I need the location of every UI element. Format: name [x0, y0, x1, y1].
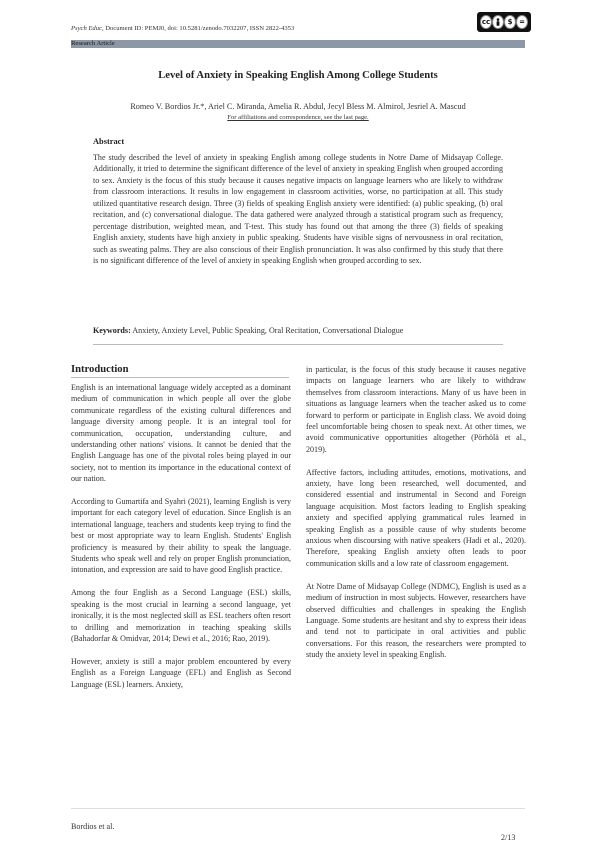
- body-paragraph: According to Gumartifa and Syahri (2021), learning English is very important for each category level of education. Since English is an international language, teachers and students keep trying to find the best or most appropriate way to learn English. Students' English proficiency is measured by their ability to speak the language. Students who speak well and rely on proper English pronunciation, intonation, and expression are said to have good English practice.: [71, 497, 291, 575]
- abstract-text: The study described the level of anxiety in speaking English among college students in Notre Dame of Midsayap College. Additionally, it tried to determine the significant difference of the level of anxiety in speaking English when grouped according to sex. Anxiety is the focus of this study because it causes negative impacts on language learners who are likely to withdraw from classroom interactions. It results in low engagement in classroom activities, worse, no participation at all. This study utilized quantitative research design. Three (3) fields of speaking English anxiety were identified: (a) public speaking, (b) oral recitation, and (c) conversational dialogue. The data gathered were analyzed through a statistical program such as frequency, percentage distribution, weighted mean, and T-test. This study has found out that among the three (3) fields of speaking English anxiety, students have high anxiety in public speaking. Students have visible signs of nervousness in oral recitation, such as sweating palms. They are also conscious of their English pronunciation. It was also confirmed by this study that there is no significant difference of the level of anxiety in speaking English when grouped according to sex.: [93, 153, 503, 266]
- journal-header: [71, 25, 294, 32]
- body-paragraph: However, anxiety is still a major problem encountered by every English as a Foreign Language (EFL) and English as Second Language (ESL) learners. Anxiety,: [71, 656, 291, 689]
- body-paragraph: English is an international language widely accepted as a dominant medium of communication in which people all over the globe communicate regardless of the existing cultural differences and language diversity among people. It is an integral tool for communication, occupation, understanding culture, and understanding other nations' visions. It cannot be denied that the English Language has one of the pivotal roles being played in our society, not to mention its importance in the educational context of our nation.: [71, 383, 291, 484]
- keywords-divider: [93, 344, 503, 345]
- body-paragraph: At Notre Dame of Midsayap College (NDMC), English is used as a medium of instruction in most subjects. However, researchers have observed difficulties and challenges in speaking the English Language. Some students are hesitant and shy to express their ideas and tend not to participate in oral activities and public conversations. For this reason, the researchers were prompted to study the anxiety level in speaking English.: [306, 581, 526, 660]
- keywords-list: Anxiety, Anxiety Level, Public Speaking, Oral Recitation, Conversational Dialogue: [130, 326, 404, 335]
- section-bar: [71, 40, 525, 48]
- keywords-label: Keywords:: [93, 326, 131, 335]
- footer-author: Bordios et al.: [71, 822, 115, 831]
- introduction-divider: [71, 377, 289, 378]
- keywords-line: [93, 326, 513, 335]
- affiliation-link[interactable]: For affiliations and correspondence, see the last page.: [227, 114, 369, 121]
- noncommercial-icon: $: [504, 15, 516, 29]
- section-label: Research Article: [71, 39, 115, 47]
- abstract-heading: Abstract: [93, 137, 125, 146]
- journal-name: Psych Educ,: [71, 25, 104, 32]
- creative-commons-license-badge[interactable]: [477, 12, 531, 32]
- cc-icon: cc: [480, 15, 492, 29]
- body-paragraph: Among the four English as a Second Language (ESL) skills, speaking is the most crucial in learning a second language, yet ironically, it is the most neglected skill as ESL teachers often resort to drilling and memorization in teaching speaking skills (Bahadorfar & Omidvar, 2014; Dewi et al., 2016; Rao, 2019).: [71, 588, 291, 643]
- right-column: [306, 364, 526, 672]
- page-number: 2/13: [501, 833, 516, 842]
- article-title: Level of Anxiety in Speaking English Among College Students: [158, 70, 438, 81]
- introduction-heading: Introduction: [71, 364, 129, 375]
- body-paragraph: in particular, is the focus of this study because it causes negative impacts on language learners who are likely to withdraw themselves from classroom interactions. Many of us have been in situations as language learners when the teacher asked us to come forward to perform or participate in English class. We avoid doing feel uncomfortable being chosen to speak next. At other times, we avoid communicative opportunities altogether (Pörhölä et al., 2019).: [306, 365, 526, 454]
- author-list: Romeo V. Bordios Jr.*, Ariel C. Miranda, Amelia R. Abdul, Jecyl Bless M. Almirol, Jesriel A. Mascud: [130, 102, 466, 111]
- journal-citation: Document ID: PEMJ0, doi: 10.5281/zenodo.7032207, ISSN 2822-4353: [103, 25, 295, 32]
- noderivatives-icon: =: [516, 15, 528, 29]
- body-paragraph: Affective factors, including attitudes, emotions, motivations, and anxiety, have long been researched, well documented, and considered essential and instrumental in Second and Foreign language acquisition. Most factors leading to English speaking anxiety and specified applying grammatical rules learned in speaking English as a possible cause of why students become anxious when discoursing with native speakers (Hadi et al., 2020). Therefore, speaking English anxiety often leads to poor communication skills and a low rate of classroom engagement.: [306, 467, 526, 568]
- attribution-icon: [492, 15, 504, 29]
- left-column: [71, 382, 291, 701]
- footer-divider: [71, 808, 525, 809]
